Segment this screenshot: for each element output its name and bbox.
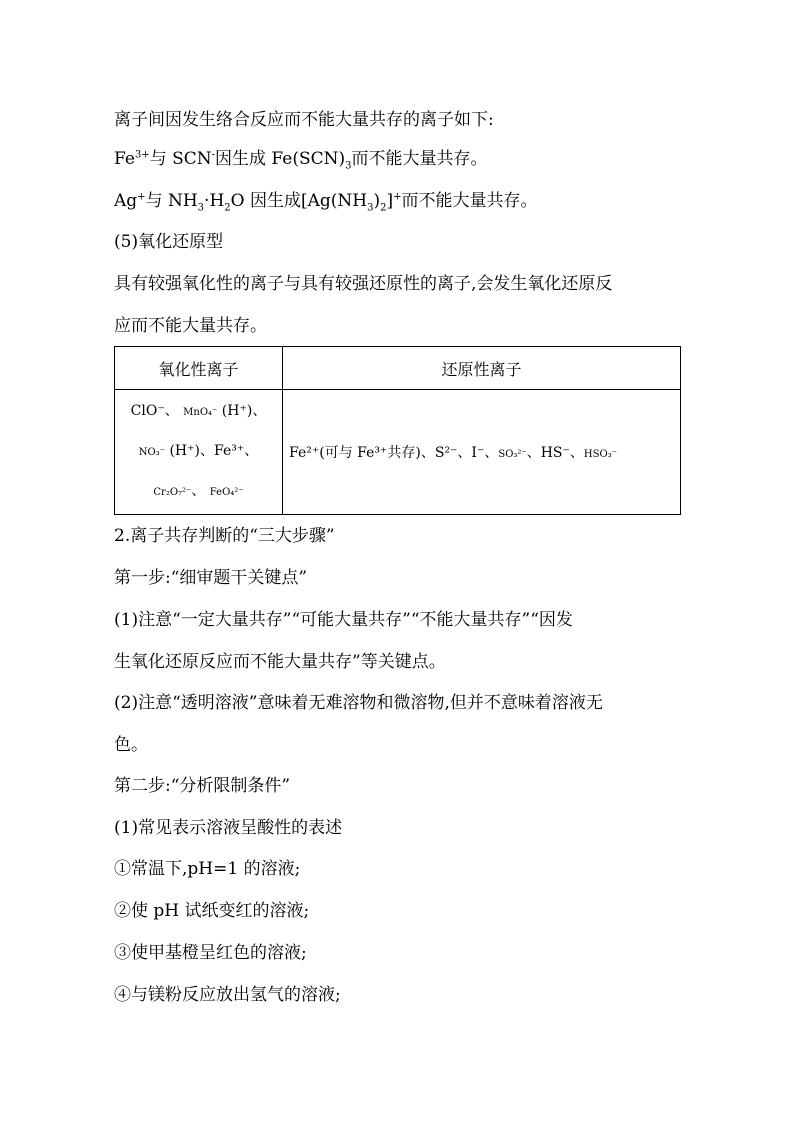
ag-line-mid4: ] xyxy=(386,191,394,211)
clo-ion: ClO⁻、 xyxy=(130,403,179,419)
text-line: (1)注意“一定大量共存”“可能大量共存”“不能大量共存”“因发 xyxy=(114,610,573,630)
separator: 、 xyxy=(191,483,206,499)
ag-line-mid: 与 NH xyxy=(145,191,198,211)
section-heading: 2.离子共存判断的“三大步骤” xyxy=(114,526,335,546)
text-line: (1)常见表示溶液呈酸性的表述 xyxy=(114,818,343,838)
ag-nh3-line xyxy=(114,190,538,212)
oxidizing-row-1 xyxy=(115,392,282,432)
fe-scn-line xyxy=(114,148,488,170)
text-line: 色。 xyxy=(114,735,148,755)
fe-symbol: Fe xyxy=(114,149,135,169)
cr2o7-ion: Cr₂O₇²⁻ xyxy=(153,487,192,498)
oxidizing-row1-end: (H⁺)、 xyxy=(221,403,267,419)
list-item: ④与镁粉反应放出氢气的溶液; xyxy=(114,985,341,1005)
list-item: ②使 pH 试纸变红的溶液; xyxy=(114,901,310,921)
text-line: (2)注意“透明溶液”意味着无难溶物和微溶物,但并不意味着溶液无 xyxy=(114,693,603,713)
reducing-ions-text-2: 、HS⁻、 xyxy=(526,445,584,461)
fe-charge: 3+ xyxy=(134,149,150,161)
h2o-sub: 2 xyxy=(224,202,231,214)
header-oxidizing: 氧化性离子 xyxy=(115,347,283,390)
feo4-ion: FeO₄²⁻ xyxy=(209,487,244,498)
scn-subscript: 3 xyxy=(345,160,352,172)
text-line: 生氧化还原反应而不能大量共存”等关键点。 xyxy=(114,652,446,672)
scn-charge: - xyxy=(211,149,216,161)
reducing-ions-text: Fe²⁺(可与 Fe³⁺共存)、S²⁻、I⁻、 xyxy=(289,445,499,461)
fe-line-mid2: 因生成 Fe(SCN) xyxy=(215,149,346,169)
mno4-ion: MnO₄⁻ xyxy=(183,407,218,418)
list-item: ①常温下,pH=1 的溶液; xyxy=(114,859,301,879)
table-header-row xyxy=(115,347,681,390)
so3-ion: SO₃²⁻ xyxy=(498,449,527,460)
header-reducing: 还原性离子 xyxy=(283,347,681,390)
reducing-ions-cell xyxy=(283,390,681,515)
section-heading: (5)氧化还原型 xyxy=(114,232,224,252)
ag-symbol: Ag xyxy=(114,191,138,211)
oxidizing-row-3 xyxy=(115,472,282,512)
oxidizing-ions-cell xyxy=(115,390,283,515)
redox-ion-table xyxy=(114,346,681,515)
list-item: ③使甲基橙呈红色的溶液; xyxy=(114,943,307,963)
ag-line-mid2: O 因生成[Ag(NH xyxy=(230,191,368,211)
step-heading: 第一步:“细审题干关键点” xyxy=(114,568,308,588)
complex-charge: + xyxy=(393,191,402,203)
nh3-sub-2: 3 xyxy=(367,202,374,214)
oxidizing-row-2 xyxy=(115,432,282,472)
ag-line-mid3: ) xyxy=(373,191,381,211)
ag-charge: + xyxy=(137,191,146,203)
no3-ion: NO₃⁻ xyxy=(138,447,166,458)
complex-sub: 2 xyxy=(380,202,387,214)
text-line: 具有较强氧化性的离子与具有较强还原性的离子,会发生氧化还原反 xyxy=(114,274,613,294)
hso3-ion: HSO₃⁻ xyxy=(583,449,617,460)
step-heading: 第二步:“分析限制条件” xyxy=(114,776,291,796)
text-line: 离子间因发生络合反应而不能大量共存的离子如下: xyxy=(114,110,494,130)
fe-line-end: 而不能大量共存。 xyxy=(351,149,488,169)
nh3-sub: 3 xyxy=(197,202,205,214)
oxidizing-row2-end: (H⁺)、Fe³⁺、 xyxy=(169,443,259,459)
fe-line-mid: 与 SCN xyxy=(149,149,212,169)
table-row xyxy=(115,390,681,515)
ag-line-dot: ·H xyxy=(204,191,225,211)
text-line: 应而不能大量共存。 xyxy=(114,316,267,336)
ag-line-end: 而不能大量共存。 xyxy=(401,191,538,211)
